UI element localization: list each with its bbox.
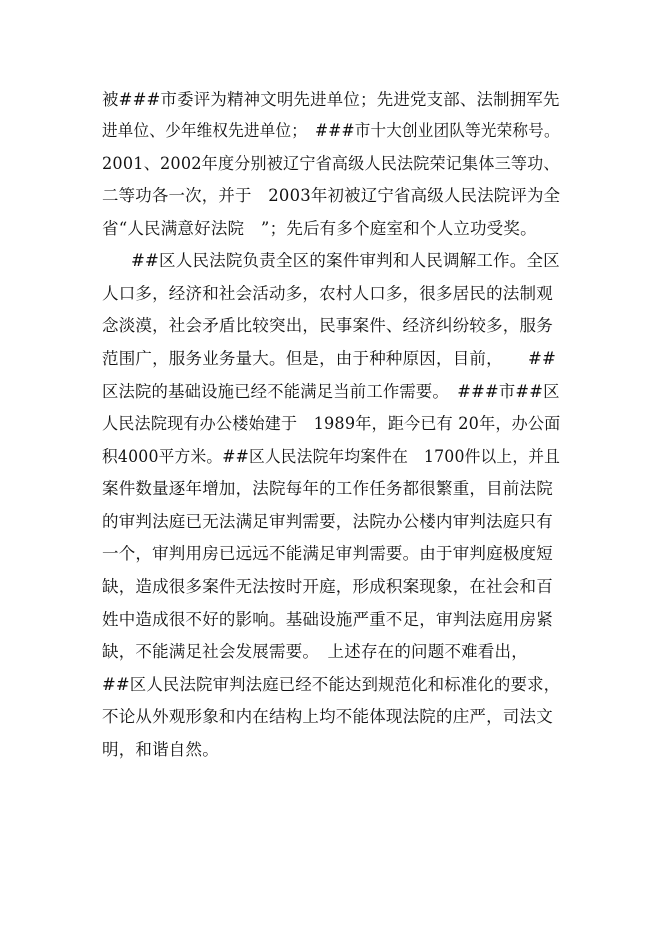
- text-line: 的审判法庭已无法满足审判需要，法院办公楼内审判法庭只有: [102, 512, 553, 531]
- text-line: 案件数量逐年增加，法院每年的工作任务都很繁重，目前法院: [102, 479, 553, 498]
- text-line: 范围广，服务业务量大。但是，由于种种原因，目前， ##: [102, 349, 557, 368]
- text-line: 一个，审判用房已远远不能满足审判需要。由于审判庭极度短: [102, 544, 553, 563]
- text-line: 区法院的基础设施已经不能满足当前工作需要。 ###市##区: [102, 382, 560, 401]
- paragraph-first-line: ##区人民法院负责全区的案件审判和人民调解工作。全区: [131, 251, 560, 270]
- text-line: 人民法院现有办公楼始建于 1989年，距今已有 20年，办公面: [102, 414, 561, 433]
- text-line: 缺，造成很多案件无法按时开庭，形成积案现象，在社会和百: [102, 577, 553, 596]
- text-line: 不论从外观形象和内在结构上均不能体现法院的庄严，司法文: [102, 707, 553, 726]
- text-line: 姓中造成很不好的影响。基础设施严重不足，审判法庭用房紧: [102, 610, 553, 629]
- text-line: ##区人民法院审判法庭已经不能达到规范化和标准化的要求，: [102, 675, 561, 694]
- text-line: 积4000平方米。##区人民法院年均案件在 1700件以上，并且: [102, 447, 561, 466]
- text-line: 被###市委评为精神文明先进单位；先进党支部、法制拥军先: [102, 90, 560, 109]
- text-line: 缺，不能满足社会发展需要。 上述存在的问题不难看出，: [102, 642, 528, 661]
- text-line: 明，和谐自然。: [102, 740, 219, 759]
- text-line: 人口多，经济和社会活动多，农村人口多，很多居民的法制观: [102, 284, 553, 303]
- text-line: 2001、2002年度分别被辽宁省高级人民法院荣记集体三等功、: [102, 154, 560, 173]
- text-line: 省“人民满意好法院 ”；先后有多个庭室和个人立功受奖。: [102, 219, 537, 238]
- text-line: 念淡漠，社会矛盾比较突出，民事案件、经济纠纷较多，服务: [102, 316, 553, 335]
- text-line: 二等功各一次，并于 2003年初被辽宁省高级人民法院评为全: [102, 186, 561, 205]
- text-line: 进单位、少年维权先进单位； ###市十大创业团队等光荣称号。: [102, 121, 560, 140]
